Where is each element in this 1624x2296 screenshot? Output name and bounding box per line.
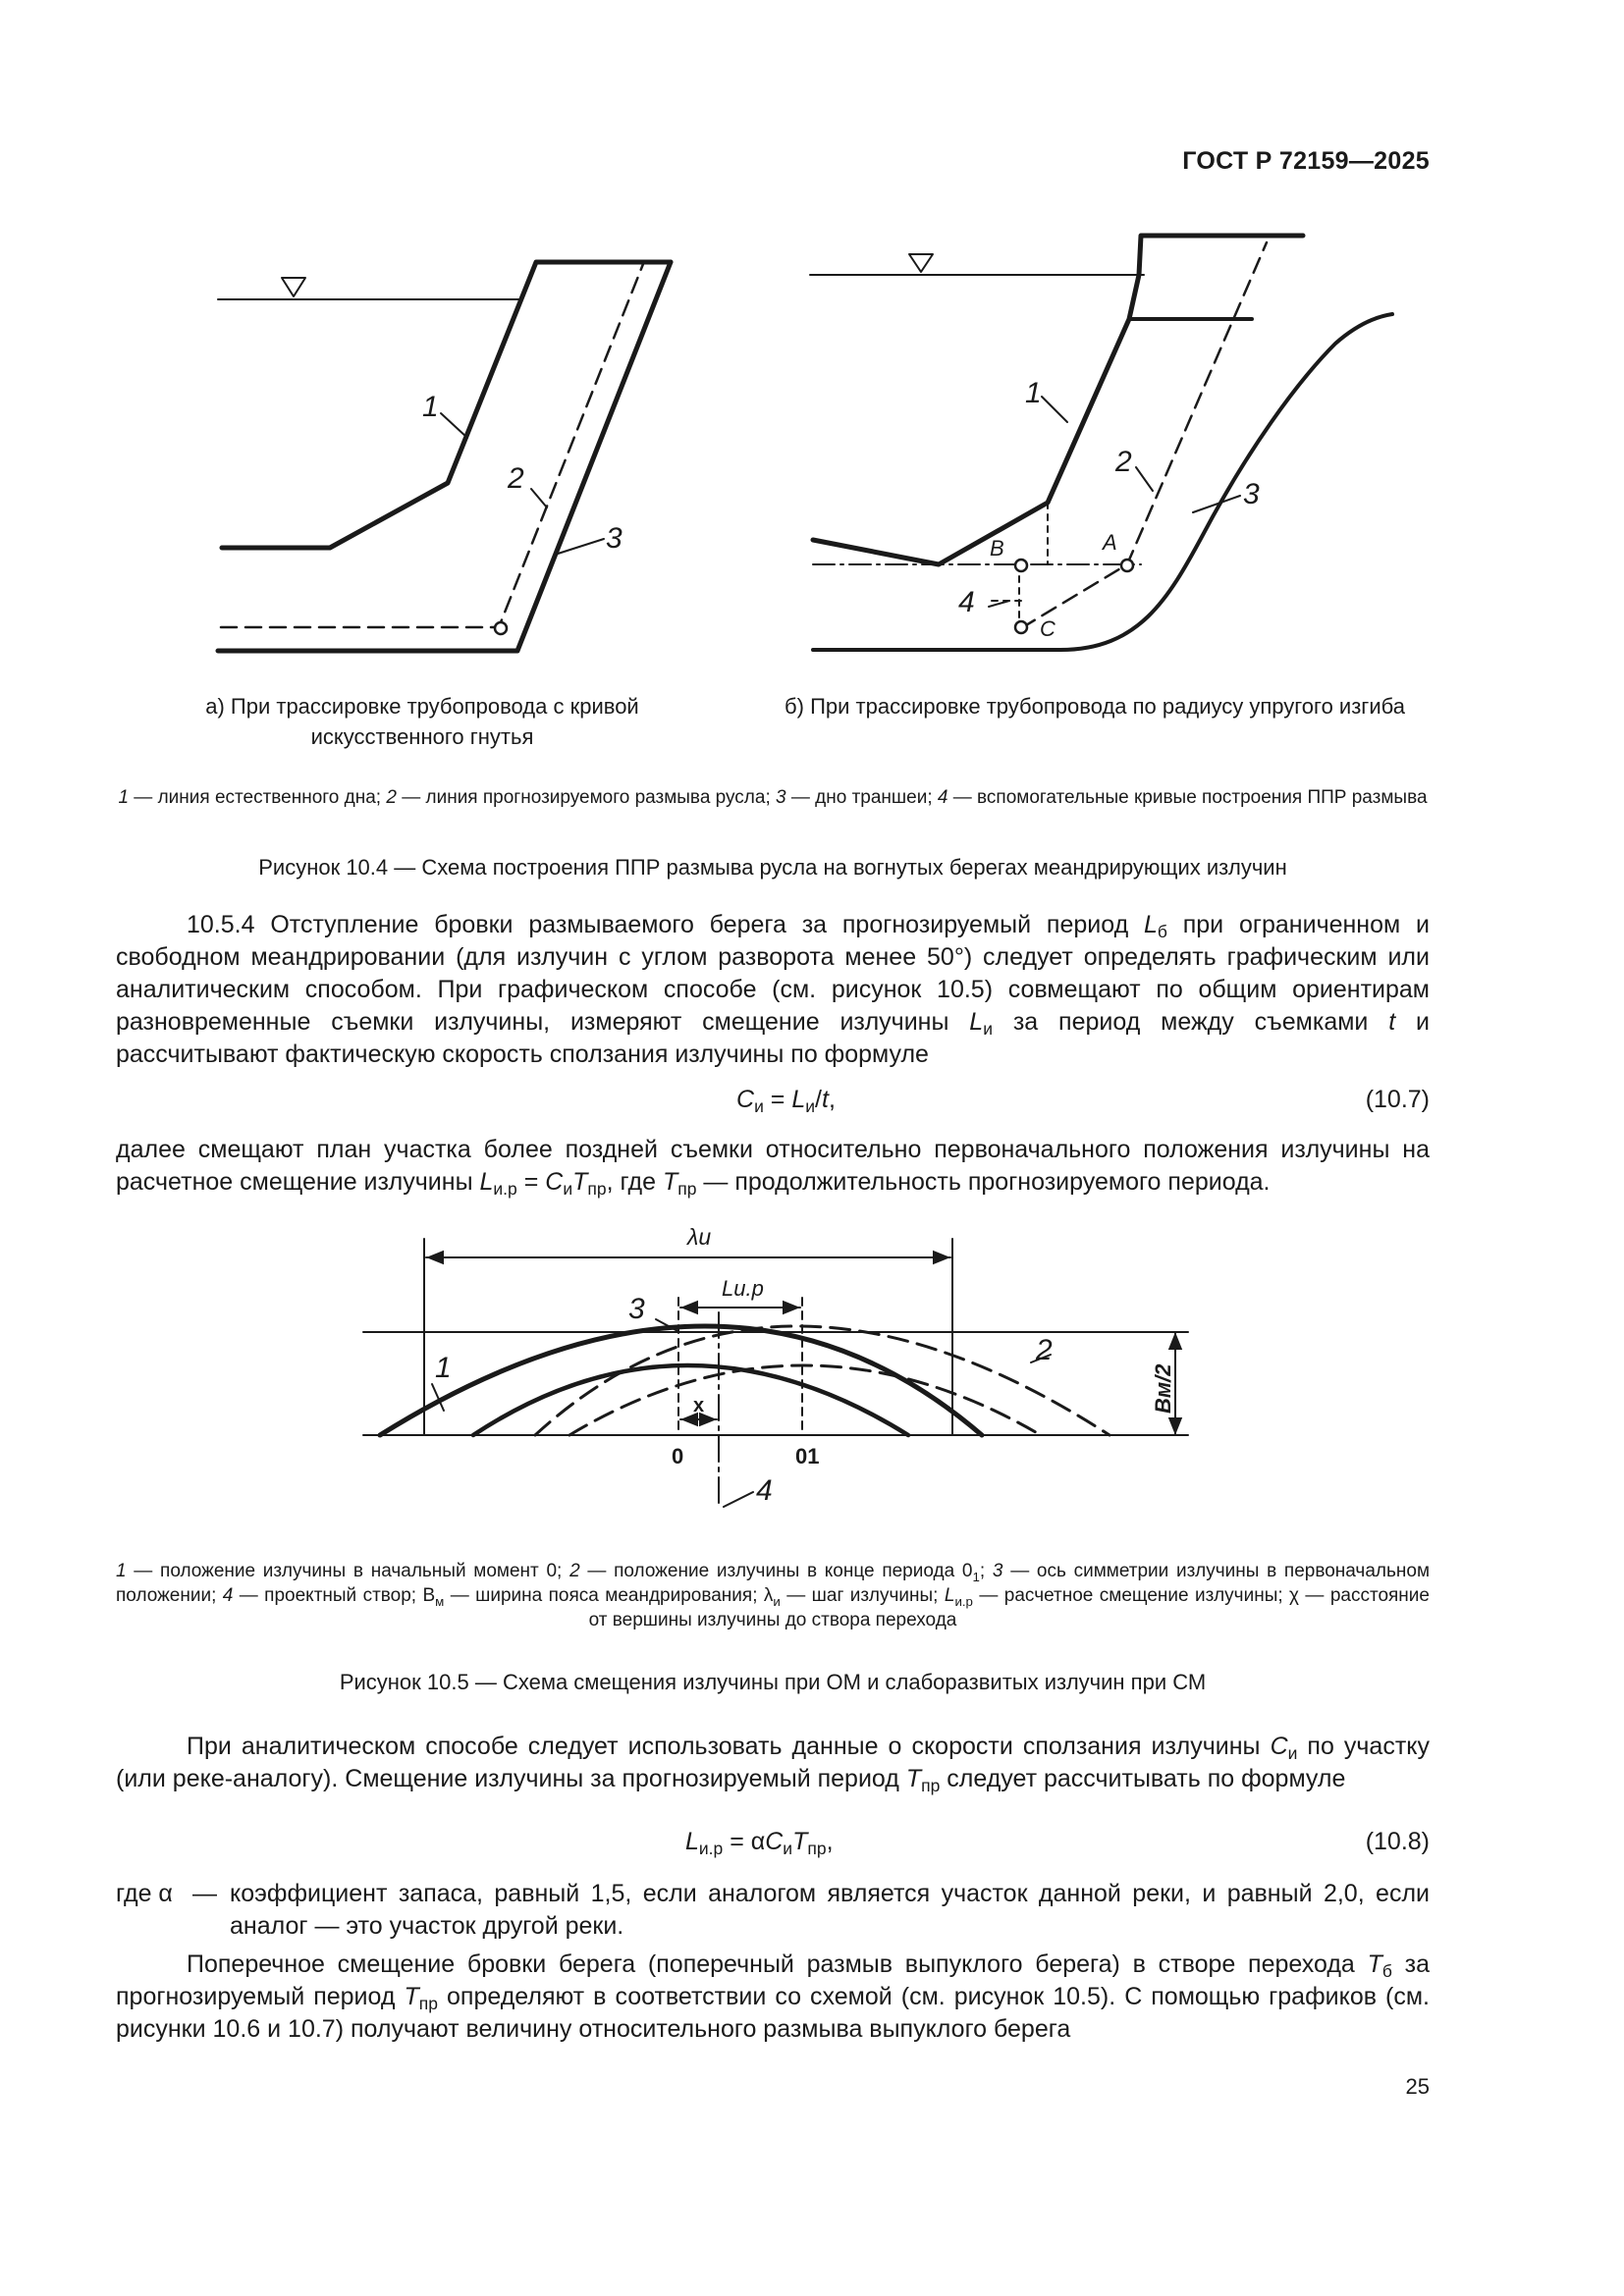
document-code: ГОСТ Р 72159—2025: [1182, 147, 1430, 175]
label-C: C: [1040, 616, 1056, 641]
x-label: x: [693, 1395, 705, 1416]
label-4b: 4: [958, 586, 975, 618]
bend-point-a: [495, 622, 507, 634]
figure-10-4-caption: Рисунок 10.4 — Схема построения ППР размыва русла на вогнутых берегах меандрирующих излучин: [258, 855, 1287, 880]
leader-2b: [1136, 467, 1153, 491]
zero1-label: 01: [795, 1444, 820, 1468]
figure-10-4a-drawing: [218, 262, 671, 651]
leader-4: [724, 1492, 753, 1507]
natural-bottom-line-a: [222, 262, 671, 548]
paragraph-after-10-7: далее смещают план участка более поздней съемки относительно первоначального положения излучины на расчетное смещение излучины $L_{и.р} = C_иT_{пр}$, где $T_{пр}$ — продолжительность прогнозируемого периода.: [116, 1136, 1430, 1199]
water-level-marker-b: [909, 254, 933, 272]
figure-10-5-legend: 1 — положение излучины в начальный момент 0; 2 — положение излучины в конце периода $0_1$; 3 — ось симметрии излучины в первоначальном положении; 4 — проектный створ; $В_м$ — ширина пояса меандрирования; $\lambda_и$ — шаг излучины; $L_{и.р}$ — расчетное смещение излучины; χ — расстояние от вершины излучины до створа перехода: [116, 1561, 1431, 1630]
leader-2a: [531, 489, 547, 507]
figure-10-4b-drawing: [810, 236, 1392, 650]
label-A: A: [1103, 530, 1117, 555]
leader-1b: [1042, 397, 1067, 422]
Bm-label: Bм/2: [1151, 1363, 1175, 1414]
trench-bottom-line-a: [218, 262, 671, 651]
formula-10-7: $C_и = L_и/t$,: [736, 1086, 836, 1116]
water-level-marker-a: [282, 278, 305, 296]
leader-1a: [441, 413, 467, 438]
trench-bottom-curve-b: [813, 314, 1392, 650]
label-2b: 2: [1115, 446, 1132, 478]
label-B: B: [990, 536, 1004, 561]
forecast-scour-line-a: [221, 264, 643, 627]
page-number: 25: [1405, 2074, 1430, 2099]
point-A: [1121, 560, 1133, 571]
forecast-scour-line-b: [1021, 242, 1267, 628]
subfigure-b-label: б) При трассировке трубопровода по радиусу упругого изгиба: [785, 694, 1405, 719]
zero-label: 0: [672, 1444, 684, 1468]
where-label: где α: [116, 1880, 173, 1907]
unused: [813, 312, 1373, 650]
formula-10-8: $L_{и.р} = \alpha C_иT_{пр}$,: [685, 1828, 834, 1858]
point-C: [1015, 621, 1027, 633]
label-2: 2: [1036, 1334, 1053, 1366]
paragraph-transverse: Поперечное смещение бровки берега (поперечный размыв выпуклого берега) в створе перехода $T_б$ за прогнозируемый период $T_{пр}$ определяют в соответствии со схемой (см. рисунок 10.5). С помощью графиков (см. рисунки 10.6 и 10.7) получают величину относительного размыва выпуклого берега: [116, 1950, 1430, 2043]
figure-10-5: [0, 1217, 1624, 1541]
label-2a: 2: [508, 462, 524, 495]
figure-10-4-legend: 1 — линия естественного дна; 2 — линия прогнозируемого размыва русла; 3 — дно траншеи; 4 — вспомогательные кривые построения ППР размыва: [118, 787, 1428, 808]
formula-10-7-number: (10.7): [1365, 1086, 1430, 1113]
formula-10-8-number: (10.8): [1365, 1828, 1430, 1855]
label-1: 1: [435, 1352, 452, 1384]
label-4: 4: [756, 1474, 773, 1507]
subfigure-a-label: а) При трассировке трубопровода с кривой искусственного гнутья: [205, 694, 639, 749]
figure-10-4: [0, 0, 1624, 687]
natural-bottom-line-b: [813, 236, 1303, 564]
label-1a: 1: [422, 391, 439, 423]
meander-position-initial-inner: [473, 1365, 908, 1435]
where-text: коэффициент запаса, равный 1,5, если аналогом является участок данной реки, и равный 2,0, если аналог — это участок другой реки.: [230, 1880, 1430, 1940]
label-3b: 3: [1243, 478, 1260, 510]
label-1b: 1: [1025, 377, 1042, 409]
point-B: [1015, 560, 1027, 571]
label-3: 3: [628, 1293, 645, 1325]
paragraph-10-5-4: 10.5.4 Отступление бровки размываемого берега за прогнозируемый период $L_б$ при ограниченном и свободном меандрировании (для излучин с углом разворота менее 50°) следует определять графическим или аналитическим способом. При графическом способе (см. рисунок 10.5) совмещают по общим ориентирам разновременные съемки излучины, измеряют смещение излучины $L_и$ за период между съемками t и рассчитывают фактическую скорость сползания излучины по формуле: [116, 911, 1430, 1068]
Lip-label: Lи.р: [722, 1276, 764, 1301]
label-3a: 3: [606, 522, 623, 555]
where-dash: —: [192, 1880, 217, 1907]
lambda-label: λи: [687, 1224, 712, 1250]
figure-10-5-caption: Рисунок 10.5 — Схема смещения излучины при ОМ и слаборазвитых излучин при СМ: [339, 1670, 1207, 1694]
paragraph-analytic: При аналитическом способе следует использовать данные о скорости сползания излучины $C_и$ по участку (или реке-аналогу). Смещение излучины за прогнозируемый период $T_{пр}$ следует рассчитывать по формуле: [116, 1733, 1431, 1795]
